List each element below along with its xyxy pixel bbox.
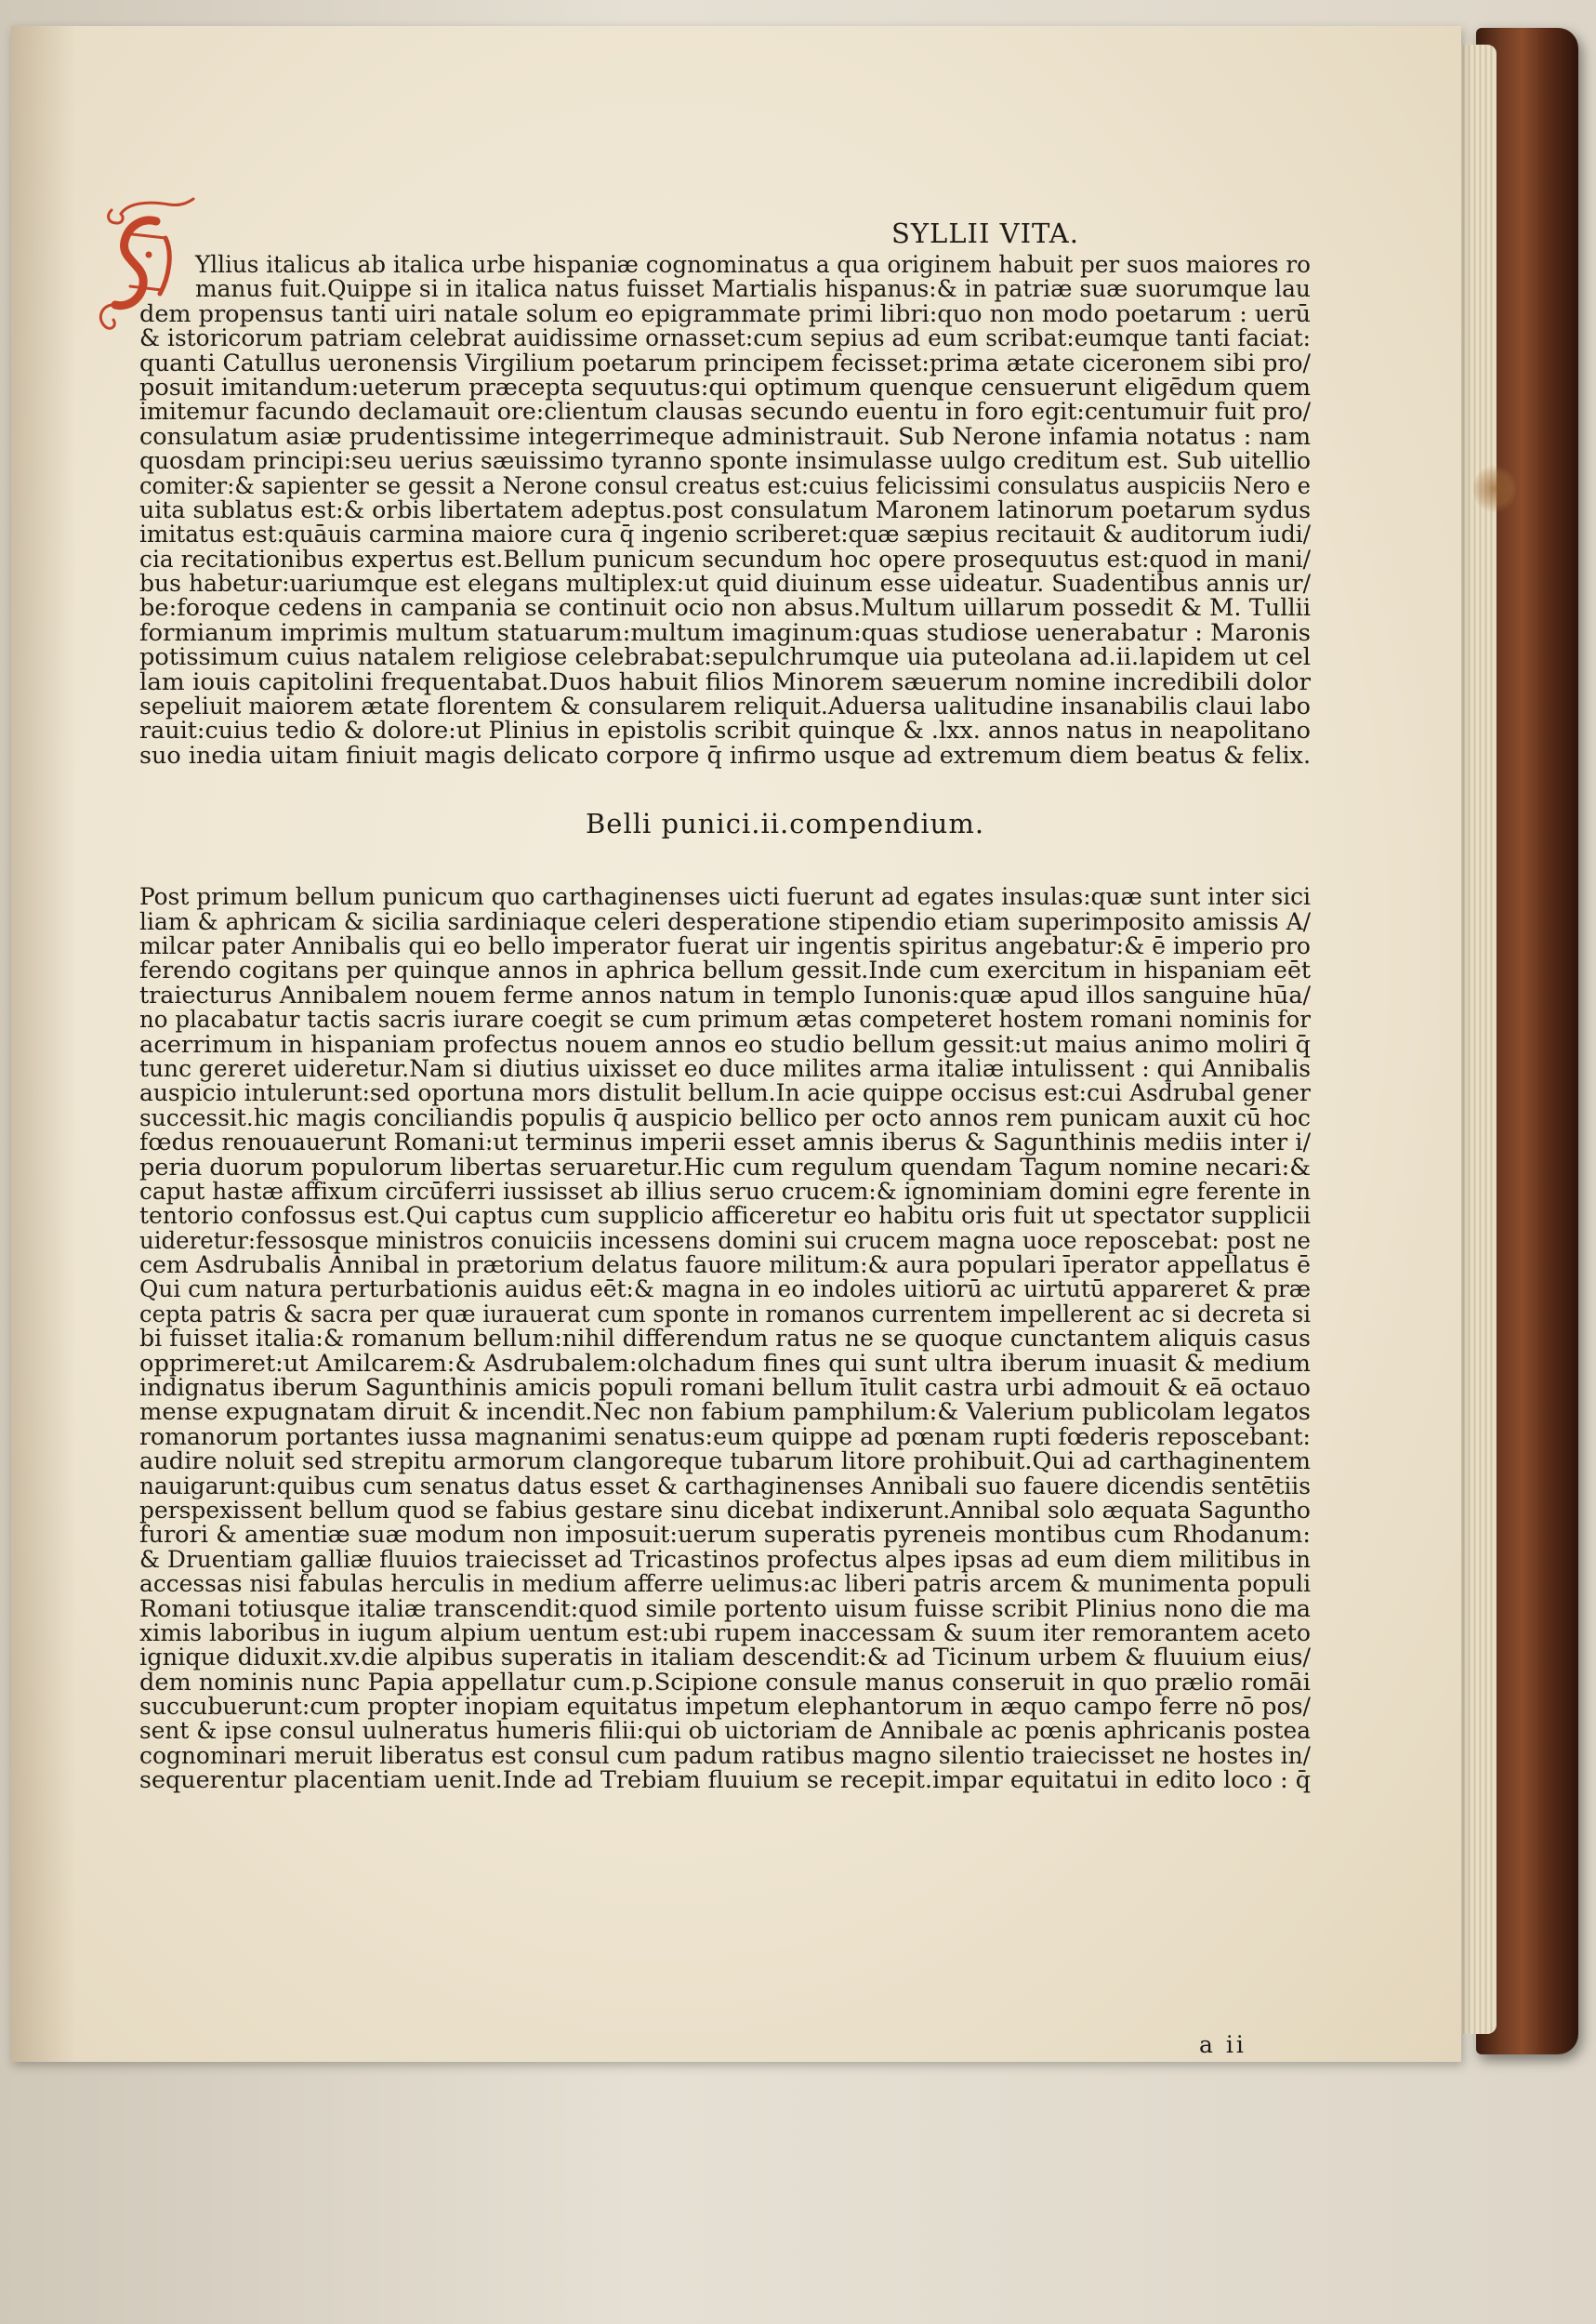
compendium-line: succubuerunt:cum propter inopiam equitatus impetum elephantorum in æquo campo ferre nō pos/ — [139, 1693, 1311, 1722]
vita-line: comiter:& sapienter se gessit a Nerone consul creatus est:cuius felicissimi consulatus auspiciis Nero e — [139, 471, 1311, 500]
compendium-line: tentorio confossus est.Qui captus cum supplicio afficeretur eo habitu oris fuit ut spectator supplicii — [139, 1202, 1312, 1231]
compendium-line: dem nominis nunc Papia appellatur cum.p.Scipione consule manus conseruit in quo prælio romāi — [139, 1668, 1311, 1697]
signature-mark: a ii — [1199, 2031, 1246, 2058]
vita-line: sepeliuit maiorem ætate florentem & consularem reliquit.Aduersa ualitudine insanabilis claui labo — [139, 693, 1311, 721]
section-spacer — [139, 768, 1311, 796]
compendium-line: indignatus iberum Sagunthinis amicis populi romani bellum ītulit castra urbi admouit & eā octauo — [139, 1374, 1311, 1403]
vita-line: uita sublatus est:& orbis libertatem adeptus.post consulatum Maronem latinorum poetarum sydus — [139, 495, 1312, 524]
vita-line: consulatum asiæ prudentissime integerrimeque administrauit. Sub Nerone infamia notatus : nam — [139, 422, 1312, 451]
vita-line: dem propensus tanti uiri natale solum eo epigrammate primi libri:quo non modo poetarum : uerū — [139, 299, 1311, 328]
compendium-line: cognominari meruit liberatus est consul cum padum ratibus magno silentio traiecisset ne hostes in/ — [139, 1741, 1312, 1770]
vita-line: formianum imprimis multum statuarum:multum imaginum:quas studiose uenerabatur : Maronis — [139, 618, 1312, 647]
compendium-line: sequerentur placentiam uenit.Inde ad Trebiam fluuium se recepit.impar equitatui in edito loco : q̄ — [139, 1766, 1312, 1795]
compendium-line: caput hastæ affixum circūferri iussisset ab illius seruo crucem:& ignominiam domini egre ferente in — [139, 1177, 1312, 1206]
compendium-line: nauigarunt:quibus cum senatus datus esset & carthaginenses Annibali suo fauere dicendis sentētiis — [139, 1472, 1311, 1500]
compendium-line: fœdus renouauerunt Romani:ut terminus imperii esset amnis iberus & Sagunthinis mediis inter i/ — [139, 1129, 1312, 1157]
vita-line: bus habetur:uariumque est elegans multiplex:ut quid diuinum esse uideatur. Suadentibus annis ur/ — [139, 570, 1312, 599]
compendium-line: romanorum portantes iussa magnanimi senatus:eum quippe ad pœnam rupti fœderis reposcebant: — [139, 1422, 1312, 1451]
compendium-line: Romani totiusque italiæ transcendit:quod simile portento uisum fuisse scribit Plinius nono die ma — [139, 1594, 1312, 1623]
compendium-line: sent & ipse consul uulneratus humeris filii:qui ob uictoriam de Annibale ac pœnis aphricanis postea — [139, 1717, 1312, 1746]
compendium-line: milcar pater Annibalis qui eo bello imperator fuerat uir ingentis spiritus angebatur:& ē imperio pro — [139, 931, 1311, 960]
compendium-line: accessas nisi fabulas herculis in medium afferre uelimus:ac liberi patris arcem & munimenta populi — [139, 1570, 1312, 1599]
compendium-line: ximis laboribus in iugum alpium uentum est:ubi rupem inaccessam & suum iter remorantem aceto — [139, 1618, 1312, 1647]
compendium-line: successit.hic magis conciliandis populis q̄ auspicio bellico per octo annos rem punicam auxit cū hoc — [139, 1103, 1311, 1132]
compendium-line: auspicio intulerunt:sed oportuna mors distulit bellum.In acie quippe occisus est:cui Asdrubal gener — [139, 1079, 1311, 1108]
vita-line: quanti Catullus ueronensis Virgilium poetarum principem fecisset:prima ætate ciceronem sibi pro/ — [139, 349, 1311, 377]
vita-line: Yllius italicus ab italica urbe hispaniæ cognominatus a qua originem habuit per suos maiores ro — [195, 251, 1311, 279]
vita-line: manus fuit.Quippe si in italica natus fuisset Martialis hispanus:& in patriæ suæ suorumque lau — [195, 275, 1311, 304]
vita-line: rauit:cuius tedio & dolore:ut Plinius in epistolis scribit quinque & .lxx. annos natus in neapolitano — [139, 717, 1311, 746]
compendium-line: ferendo cogitans per quinque annos in aphrica bellum gessit.Inde cum exercitum in hispaniam eēt — [139, 957, 1311, 985]
compendium-line: liam & aphricam & sicilia sardiniaque celeri desperatione stipendio etiam superimposito amissis A/ — [139, 907, 1312, 936]
compendium-line: peria duorum populorum libertas seruaretur.Hic cum regulum quendam Tagum nomine necari:& — [139, 1153, 1312, 1182]
section-spacer — [139, 852, 1311, 885]
compendium-line: cepta patris & sacra per quæ iurauerat cum sponte in romanos currentem impellerent ac si decreta si — [139, 1300, 1311, 1328]
compendium-line: ignique diduxit.xv.die alpibus superatis in italiam descendit:& ad Ticinum urbem & fluuium eius/ — [139, 1644, 1312, 1672]
compendium-line: Post primum bellum punicum quo carthaginenses uicti fuerunt ad egates insulas:quæ sunt inter sici — [139, 883, 1311, 912]
compendium-line: cem Asdrubalis Annibal in prætorium delatus fauore militum:& aura populari īperator appellatus ē — [139, 1251, 1311, 1280]
compendium-line: perspexissent bellum quod se fabius gestare sinu dicebat indixerunt.Annibal solo æquata Sagunthο — [139, 1496, 1311, 1525]
compendium-line: mense expugnatam diruit & incendit.Nec non fabium pamphilum:& Valerium publicolam legatos — [139, 1398, 1311, 1427]
page-title: SYLLII VITA. — [891, 218, 1079, 249]
compendium-line: audire noluit sed strepitu armorum clangoreque tubarum litore prohibuit.Qui ad carthaginentem — [139, 1447, 1312, 1476]
vita-line: potissimum cuius natalem religiose celebrabat:sepulchrumque uia puteolana ad.ii.lapidem ut cel — [139, 643, 1311, 672]
compendium-line: tunc gereret uideretur.Nam si diutius uixisset eo duce milites arma italiæ intulissent : qui Annibalis — [139, 1054, 1312, 1083]
section-subtitle: Belli punici.ii.compendium. — [586, 808, 985, 840]
compendium-line: furori & amentiæ suæ modum non imposuit:uerum superatis pyreneis montibus cum Rhodanum: — [139, 1521, 1311, 1550]
compendium-line: traiecturus Annibalem nouem ferme annos natum in templo Iunonis:quæ apud illos sanguine hūa/ — [139, 981, 1312, 1010]
vita-line: lam iouis capitolini frequentabat.Duos habuit filios Minorem sæuerum nomine incredibili dolor — [139, 667, 1311, 696]
vita-line: imitatus est:quāuis carmina maiore cura q̄ ingenio scriberet:quæ sæpius recitauit & auditorum iudi/ — [139, 521, 1312, 549]
compendium-line: no placabatur tactis sacris iurare coegit se cum primum ætas competeret hostem romani nominis for — [139, 1006, 1311, 1035]
vita-line: cia recitationibus expertus est.Bellum punicum secundum hoc opere prosequutus est:quod in mani/ — [139, 545, 1311, 574]
vita-line: quosdam principi:seu uerius sæuissimo tyranno sponte insimulasse uulgo creditum est. Sub uitellio — [139, 447, 1312, 476]
compendium-line: & Druentiam galliæ fluuios traiecisset ad Tricastinos profectus alpes ipsas ad eum diem militibus in — [139, 1545, 1311, 1574]
vita-line: posuit imitandum:ueterum præcepta sequutus:qui optimum quenque censuerunt eligēdum quem — [139, 373, 1311, 402]
text-block — [139, 214, 1311, 1793]
foxing-stain — [1473, 465, 1516, 513]
vita-line: imitemur facundo declamauit ore:clientum clausas secundo euentu in foro egit:centumuir fuit pro/ — [139, 398, 1312, 427]
vita-line: suo inedia uitam finiuit magis delicato corpore q̄ infirmo usque ad extremum diem beatus & felix. — [139, 741, 1312, 770]
compendium-line: acerrimum in hispaniam profectus nouem annos eo studio bellum gessit:ut maius animo moliri q̄ — [139, 1030, 1311, 1059]
compendium-line: bi fuisset italia:& romanum bellum:nihil differendum ratus ne se quoque cunctantem aliquis casus — [139, 1325, 1312, 1353]
vita-line: be:foroque cedens in campania se continuit ocio non absus.Multum uillarum possedit & M. Tullii — [139, 594, 1312, 623]
vita-line: & istoricorum patriam celebrat auidissime ornasset:cum sepius ad eum scribat:eumque tanti faciat: — [139, 324, 1312, 353]
compendium-line: Qui cum natura perturbationis auidus eēt:& magna in eo indoles uitiorū ac uirtutū appareret & præ — [139, 1275, 1312, 1304]
compendium-line: opprimeret:ut Amilcarem:& Asdrubalem:olchadum fines qui sunt ultra iberum inuasit & medium — [139, 1349, 1311, 1378]
compendium-line: uideretur:fessosque ministros conuiciis incessens domini sui crucem magna uoce reposcebat: post ne — [139, 1226, 1311, 1255]
